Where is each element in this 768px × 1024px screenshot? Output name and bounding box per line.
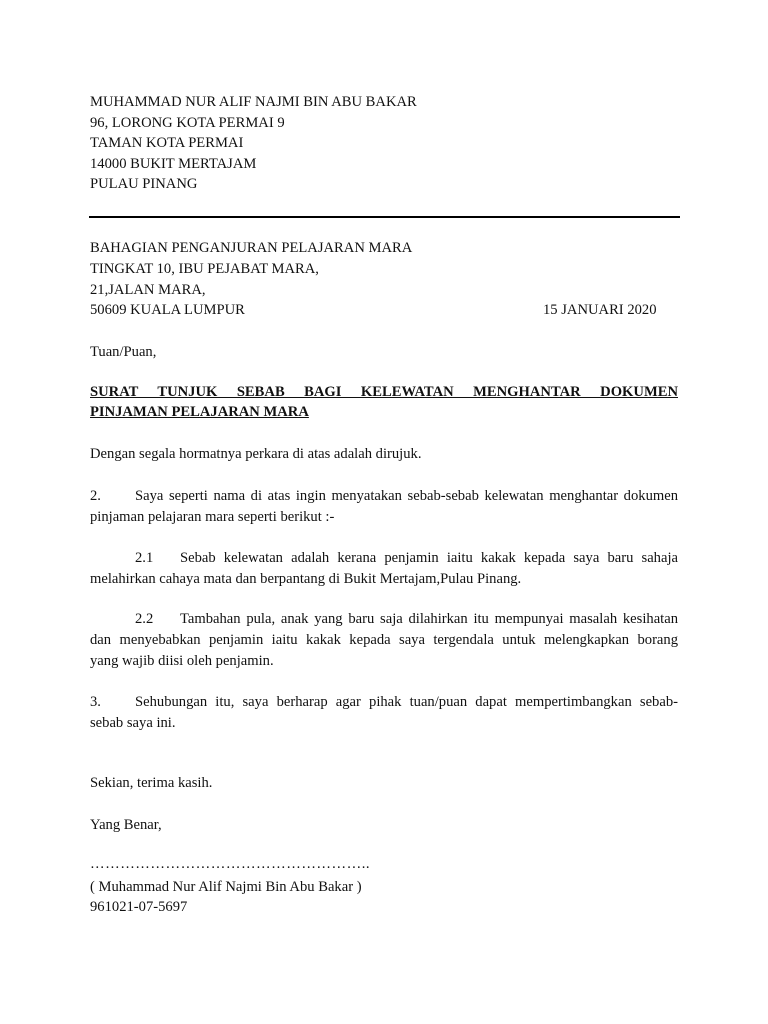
sender-address-line: TAMAN KOTA PERMAI: [90, 135, 244, 151]
paragraph-number: 2.: [90, 488, 101, 504]
paragraph-number: 2.1: [135, 550, 154, 566]
closing-remark: Sekian, terima kasih.: [90, 775, 213, 791]
recipient-line: 21,JALAN MARA,: [90, 282, 206, 298]
sender-address-line: 96, LORONG KOTA PERMAI 9: [90, 115, 285, 131]
header-divider: [89, 216, 680, 218]
signatory-name: ( Muhammad Nur Alif Najmi Bin Abu Bakar ): [90, 879, 362, 895]
paragraph-number: 3.: [90, 694, 101, 710]
ic-number: 961021-07-5697: [90, 899, 188, 915]
yours-truly: Yang Benar,: [90, 817, 162, 833]
intro-paragraph: Dengan segala hormatnya perkara di atas adalah dirujuk.: [90, 446, 422, 462]
paragraph-2: [90, 486, 678, 528]
letter-date: 15 JANUARI 2020: [543, 302, 657, 318]
salutation: Tuan/Puan,: [90, 344, 157, 360]
recipient-line: BAHAGIAN PENGANJURAN PELAJARAN MARA: [90, 240, 413, 256]
paragraph-text: Tambahan pula, anak yang baru saja dilahirkan itu mempunyai masalah kesihatan: [180, 611, 678, 627]
paragraph-2-first-line: [90, 486, 678, 507]
paragraph-2-2-middle-line: dan menyebabkan penjamin iaitu kakak kepada saya tergendala untuk melengkapkan borang: [90, 632, 678, 648]
paragraph-2-2: [90, 609, 678, 672]
paragraph-3-first-line: [90, 692, 678, 713]
sender-address-line: 14000 BUKIT MERTAJAM: [90, 156, 257, 172]
recipient-line: 50609 KUALA LUMPUR: [90, 302, 245, 318]
subject-line-2: PINJAMAN PELAJARAN MARA: [90, 404, 309, 420]
paragraph-3-rest: sebab saya ini.: [90, 715, 176, 731]
paragraph-2-1: [90, 548, 678, 590]
paragraph-2-1-first-line: [90, 548, 678, 569]
subject-line-1: SURAT TUNJUK SEBAB BAGI KELEWATAN MENGHANTAR DOKUMEN: [90, 384, 678, 400]
paragraph-2-rest: pinjaman pelajaran mara seperti berikut :-: [90, 509, 335, 525]
recipient-line: TINGKAT 10, IBU PEJABAT MARA,: [90, 261, 319, 277]
paragraph-3: [90, 692, 678, 734]
signature-line: ………………………………………………..: [90, 856, 370, 872]
paragraph-number: 2.2: [135, 611, 154, 627]
paragraph-2-2-first-line: [90, 609, 678, 630]
paragraph-2-2-rest: yang wajib diisi oleh penjamin.: [90, 653, 274, 669]
paragraph-text: Sebab kelewatan adalah kerana penjamin iaitu kakak kepada saya baru sahaja: [180, 550, 678, 566]
paragraph-text: Sehubungan itu, saya berharap agar pihak tuan/puan dapat mempertimbangkan sebab-: [135, 694, 678, 710]
paragraph-text: Saya seperti nama di atas ingin menyatakan sebab-sebab kelewatan menghantar dokumen: [135, 488, 678, 504]
sender-name: MUHAMMAD NUR ALIF NAJMI BIN ABU BAKAR: [90, 94, 417, 110]
letter-subject: [90, 382, 678, 422]
sender-address-line: PULAU PINANG: [90, 176, 198, 192]
paragraph-2-1-rest: melahirkan cahaya mata dan berpantang di Bukit Mertajam,Pulau Pinang.: [90, 571, 522, 587]
